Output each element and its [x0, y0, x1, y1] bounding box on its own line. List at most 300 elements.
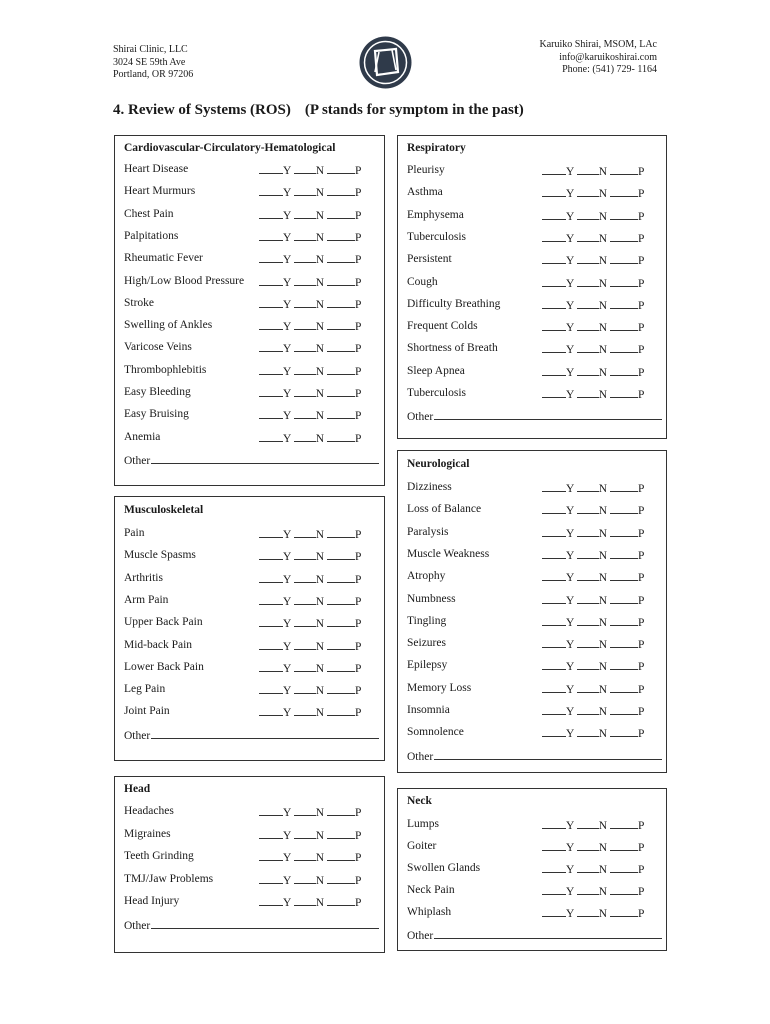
no-blank[interactable] — [294, 386, 316, 397]
no-blank[interactable] — [577, 253, 599, 264]
yes-label: Y — [283, 551, 291, 564]
yes-label: Y — [566, 908, 574, 920]
past-blank[interactable] — [327, 408, 355, 419]
past-blank[interactable] — [327, 639, 355, 650]
symptom-label: Leg Pain — [124, 683, 166, 696]
ynp-answer-group — [542, 682, 644, 696]
no-blank[interactable] — [577, 548, 599, 559]
past-label: P — [637, 639, 645, 652]
ynp-answer-group — [542, 840, 644, 854]
symptom-row — [407, 615, 658, 631]
other-label: Other — [407, 750, 434, 763]
symptom-row — [407, 481, 658, 497]
yes-blank[interactable] — [259, 163, 283, 174]
symptom-label: Asthma — [407, 186, 443, 199]
no-blank[interactable] — [294, 252, 316, 263]
other-field — [407, 928, 662, 942]
other-blank[interactable] — [434, 749, 662, 760]
yes-blank[interactable] — [542, 365, 566, 376]
symptom-label: Swelling of Ankles — [124, 319, 213, 332]
yes-blank[interactable] — [259, 661, 283, 672]
symptom-label: Lower Back Pain — [124, 660, 204, 673]
no-blank[interactable] — [294, 661, 316, 672]
yes-blank[interactable] — [259, 527, 283, 538]
yes-blank[interactable] — [542, 637, 566, 648]
past-blank[interactable] — [610, 840, 638, 851]
past-blank[interactable] — [610, 164, 638, 175]
yes-blank[interactable] — [542, 253, 566, 264]
ynp-answer-group — [259, 661, 361, 675]
no-blank[interactable] — [294, 208, 316, 219]
no-label: N — [598, 344, 608, 357]
yes-blank[interactable] — [259, 873, 283, 884]
yes-label: Y — [566, 572, 574, 585]
past-blank[interactable] — [610, 365, 638, 376]
yes-label: Y — [566, 661, 574, 674]
no-blank[interactable] — [577, 726, 599, 737]
past-blank[interactable] — [610, 818, 638, 829]
no-blank[interactable] — [577, 209, 599, 220]
symptom-row — [124, 297, 376, 313]
no-blank[interactable] — [577, 862, 599, 873]
past-blank[interactable] — [610, 570, 638, 581]
symptom-label: Goiter — [407, 840, 437, 852]
yes-blank[interactable] — [542, 862, 566, 873]
no-blank[interactable] — [577, 906, 599, 917]
no-label: N — [598, 594, 608, 607]
yes-blank[interactable] — [259, 572, 283, 583]
no-label: N — [598, 616, 608, 629]
no-blank[interactable] — [294, 705, 316, 716]
yes-blank[interactable] — [259, 386, 283, 397]
past-blank[interactable] — [327, 549, 355, 560]
past-blank[interactable] — [327, 527, 355, 538]
symptom-label: Tuberculosis — [407, 387, 466, 399]
past-blank[interactable] — [327, 572, 355, 583]
yes-label: Y — [283, 254, 291, 267]
past-label: P — [354, 231, 362, 244]
past-label: P — [637, 908, 645, 920]
no-blank[interactable] — [577, 526, 599, 537]
no-blank[interactable] — [294, 297, 316, 308]
past-label: P — [637, 616, 645, 629]
no-blank[interactable] — [294, 527, 316, 538]
symptom-row — [407, 840, 658, 856]
yes-blank[interactable] — [542, 593, 566, 604]
yes-blank[interactable] — [259, 364, 283, 375]
other-blank[interactable] — [434, 928, 662, 939]
yes-blank[interactable] — [542, 818, 566, 829]
symptom-row — [407, 186, 658, 202]
other-label: Other — [407, 930, 434, 942]
yes-blank[interactable] — [542, 503, 566, 514]
past-blank[interactable] — [327, 850, 355, 861]
past-blank[interactable] — [610, 342, 638, 353]
no-blank[interactable] — [294, 431, 316, 442]
past-blank[interactable] — [610, 253, 638, 264]
no-label: N — [315, 388, 325, 400]
symptom-row — [124, 639, 376, 655]
past-blank[interactable] — [610, 526, 638, 537]
ynp-answer-group — [259, 297, 361, 311]
no-blank[interactable] — [294, 895, 316, 906]
past-label: P — [354, 388, 362, 400]
ynp-answer-group — [259, 572, 361, 586]
practitioner-name: Karuiko Shirai, MSOM, LAc — [539, 39, 657, 50]
past-blank[interactable] — [327, 297, 355, 308]
symptom-row — [407, 818, 658, 834]
yes-blank[interactable] — [259, 408, 283, 419]
yes-label: Y — [283, 165, 291, 177]
symptom-row — [407, 298, 658, 314]
past-blank[interactable] — [327, 431, 355, 442]
past-blank[interactable] — [610, 704, 638, 715]
past-blank[interactable] — [610, 593, 638, 604]
past-blank[interactable] — [610, 659, 638, 670]
yes-blank[interactable] — [542, 231, 566, 242]
past-blank[interactable] — [327, 163, 355, 174]
yes-blank[interactable] — [259, 431, 283, 442]
past-label: P — [354, 573, 362, 586]
past-blank[interactable] — [327, 705, 355, 716]
past-label: P — [637, 594, 645, 607]
yes-blank[interactable] — [259, 275, 283, 286]
no-blank[interactable] — [577, 593, 599, 604]
yes-blank[interactable] — [542, 298, 566, 309]
yes-blank[interactable] — [259, 208, 283, 219]
symptom-label: Anemia — [124, 430, 161, 443]
past-blank[interactable] — [610, 298, 638, 309]
ynp-answer-group — [542, 276, 644, 290]
past-blank[interactable] — [610, 481, 638, 492]
yes-blank[interactable] — [542, 342, 566, 353]
yes-label: Y — [566, 188, 574, 201]
section-title: Neck — [407, 795, 432, 807]
yes-blank[interactable] — [259, 341, 283, 352]
yes-label: Y — [283, 640, 291, 653]
no-blank[interactable] — [294, 275, 316, 286]
no-blank[interactable] — [577, 637, 599, 648]
yes-blank[interactable] — [259, 594, 283, 605]
yes-label: Y — [283, 807, 291, 819]
yes-blank[interactable] — [542, 570, 566, 581]
no-label: N — [315, 529, 325, 541]
past-blank[interactable] — [610, 906, 638, 917]
past-blank[interactable] — [327, 805, 355, 816]
symptom-label: Numbness — [407, 592, 456, 605]
symptom-row — [407, 320, 658, 336]
symptom-row — [407, 862, 658, 878]
past-blank[interactable] — [610, 387, 638, 398]
symptom-label: Muscle Weakness — [407, 547, 490, 560]
past-blank[interactable] — [327, 873, 355, 884]
yes-blank[interactable] — [542, 704, 566, 715]
no-blank[interactable] — [294, 828, 316, 839]
past-label: P — [354, 640, 362, 653]
past-label: P — [637, 389, 645, 401]
past-blank[interactable] — [327, 386, 355, 397]
past-blank[interactable] — [610, 548, 638, 559]
symptom-label: Arm Pain — [124, 593, 169, 606]
symptom-row — [407, 548, 658, 564]
yes-blank[interactable] — [259, 319, 283, 330]
other-label: Other — [124, 919, 151, 932]
yes-blank[interactable] — [542, 840, 566, 851]
no-label: N — [315, 874, 325, 887]
yes-label: Y — [283, 618, 291, 631]
past-blank[interactable] — [610, 637, 638, 648]
yes-blank[interactable] — [259, 828, 283, 839]
no-blank[interactable] — [294, 163, 316, 174]
yes-blank[interactable] — [542, 276, 566, 287]
practitioner-info — [540, 39, 658, 77]
other-blank[interactable] — [434, 409, 662, 420]
other-label: Other — [124, 729, 151, 742]
past-blank[interactable] — [327, 683, 355, 694]
yes-blank[interactable] — [259, 705, 283, 716]
past-blank[interactable] — [327, 252, 355, 263]
symptom-label: Easy Bleeding — [124, 386, 191, 398]
yes-blank[interactable] — [259, 185, 283, 196]
no-blank[interactable] — [577, 570, 599, 581]
no-blank[interactable] — [577, 481, 599, 492]
other-label: Other — [124, 454, 151, 467]
no-label: N — [315, 365, 325, 378]
no-label: N — [315, 640, 325, 653]
other-field — [124, 918, 379, 932]
yes-blank[interactable] — [542, 209, 566, 220]
ynp-answer-group — [259, 639, 361, 653]
symptom-row — [407, 593, 658, 609]
past-blank[interactable] — [327, 364, 355, 375]
yes-blank[interactable] — [259, 297, 283, 308]
other-blank[interactable] — [151, 453, 379, 464]
symptom-label: Stroke — [124, 296, 155, 309]
no-blank[interactable] — [577, 615, 599, 626]
section-title: Head — [124, 783, 151, 795]
no-blank[interactable] — [577, 840, 599, 851]
symptom-label: Emphysema — [407, 208, 464, 221]
symptom-row — [124, 230, 376, 246]
symptom-label: Heart Disease — [124, 163, 189, 175]
symptom-row — [124, 895, 376, 911]
past-blank[interactable] — [610, 682, 638, 693]
ynp-answer-group — [542, 186, 644, 200]
yes-blank[interactable] — [259, 252, 283, 263]
past-blank[interactable] — [610, 862, 638, 873]
other-field — [407, 749, 662, 763]
clinic-street: 3024 SE 59th Ave — [113, 56, 186, 68]
no-label: N — [315, 209, 325, 222]
no-label: N — [598, 842, 608, 854]
yes-blank[interactable] — [259, 230, 283, 241]
symptom-label: Somnolence — [407, 726, 464, 739]
past-blank[interactable] — [327, 661, 355, 672]
yes-blank[interactable] — [542, 186, 566, 197]
symptom-label: Insomnia — [407, 704, 450, 716]
yes-label: Y — [566, 505, 574, 518]
clinic-address — [113, 44, 193, 82]
yes-blank[interactable] — [542, 526, 566, 537]
symptom-row — [124, 386, 376, 402]
no-label: N — [598, 886, 608, 898]
section-title: Musculoskeletal — [124, 504, 204, 516]
past-label: P — [637, 210, 645, 223]
ynp-answer-group — [259, 163, 361, 177]
past-blank[interactable] — [327, 895, 355, 906]
no-label: N — [315, 707, 325, 720]
past-blank[interactable] — [610, 726, 638, 737]
yes-blank[interactable] — [259, 850, 283, 861]
ynp-answer-group — [259, 873, 361, 887]
ynp-answer-group — [542, 659, 644, 673]
no-label: N — [598, 277, 608, 290]
yes-blank[interactable] — [542, 906, 566, 917]
no-blank[interactable] — [294, 364, 316, 375]
no-blank[interactable] — [294, 185, 316, 196]
past-blank[interactable] — [327, 185, 355, 196]
symptom-row — [124, 431, 376, 447]
no-blank[interactable] — [294, 805, 316, 816]
practitioner-email: info@karuikoshirai.com — [559, 51, 657, 63]
no-blank[interactable] — [294, 873, 316, 884]
no-blank[interactable] — [577, 704, 599, 715]
other-blank[interactable] — [151, 728, 379, 739]
no-blank[interactable] — [577, 231, 599, 242]
past-label: P — [354, 165, 362, 177]
no-blank[interactable] — [294, 408, 316, 419]
symptom-row — [124, 572, 376, 588]
no-blank[interactable] — [577, 818, 599, 829]
no-blank[interactable] — [577, 365, 599, 376]
past-blank[interactable] — [610, 231, 638, 242]
yes-label: Y — [566, 255, 574, 268]
symptom-row — [407, 387, 658, 403]
yes-blank[interactable] — [259, 639, 283, 650]
no-blank[interactable] — [577, 276, 599, 287]
yes-label: Y — [283, 829, 291, 842]
past-label: P — [637, 255, 645, 268]
yes-label: Y — [566, 389, 574, 401]
yes-blank[interactable] — [259, 616, 283, 627]
no-blank[interactable] — [577, 884, 599, 895]
past-blank[interactable] — [327, 616, 355, 627]
yes-blank[interactable] — [542, 164, 566, 175]
other-blank[interactable] — [151, 918, 379, 929]
no-label: N — [315, 231, 325, 244]
no-blank[interactable] — [577, 320, 599, 331]
symptom-label: Whiplash — [407, 906, 452, 918]
yes-blank[interactable] — [542, 884, 566, 895]
no-label: N — [598, 820, 608, 832]
no-blank[interactable] — [577, 682, 599, 693]
no-blank[interactable] — [577, 164, 599, 175]
yes-blank[interactable] — [542, 682, 566, 693]
no-label: N — [598, 549, 608, 562]
past-blank[interactable] — [610, 320, 638, 331]
no-blank[interactable] — [294, 594, 316, 605]
no-blank[interactable] — [294, 341, 316, 352]
no-label: N — [315, 573, 325, 586]
symptom-row — [407, 637, 658, 653]
yes-label: Y — [283, 529, 291, 541]
past-blank[interactable] — [610, 615, 638, 626]
title-note: (P stands for symptom in the past) — [304, 102, 524, 118]
section-neuro — [397, 450, 667, 773]
past-label: P — [637, 166, 645, 178]
other-label: Other — [407, 411, 434, 424]
no-blank[interactable] — [294, 850, 316, 861]
past-blank[interactable] — [610, 186, 638, 197]
yes-blank[interactable] — [542, 659, 566, 670]
no-blank[interactable] — [577, 186, 599, 197]
title-text: 4. Review of Systems (ROS) — [113, 102, 291, 118]
past-blank[interactable] — [610, 503, 638, 514]
no-blank[interactable] — [294, 616, 316, 627]
no-blank[interactable] — [294, 683, 316, 694]
past-label: P — [354, 432, 362, 445]
no-blank[interactable] — [577, 387, 599, 398]
yes-blank[interactable] — [542, 320, 566, 331]
symptom-label: Shortness of Breath — [407, 342, 498, 355]
past-blank[interactable] — [327, 230, 355, 241]
no-blank[interactable] — [294, 549, 316, 560]
yes-blank[interactable] — [542, 615, 566, 626]
no-label: N — [315, 897, 325, 909]
symptom-row — [124, 408, 376, 424]
past-blank[interactable] — [610, 209, 638, 220]
no-label: N — [315, 662, 325, 675]
symptom-label: High/Low Blood Pressure — [124, 274, 245, 287]
past-blank[interactable] — [327, 828, 355, 839]
yes-blank[interactable] — [542, 548, 566, 559]
no-label: N — [598, 232, 608, 245]
no-label: N — [315, 254, 325, 267]
yes-blank[interactable] — [542, 481, 566, 492]
past-blank[interactable] — [327, 594, 355, 605]
ynp-answer-group — [542, 593, 644, 607]
yes-blank[interactable] — [259, 895, 283, 906]
no-blank[interactable] — [577, 342, 599, 353]
yes-label: Y — [566, 344, 574, 357]
no-blank[interactable] — [577, 503, 599, 514]
past-label: P — [637, 820, 645, 832]
past-blank[interactable] — [327, 275, 355, 286]
past-blank[interactable] — [327, 319, 355, 330]
no-blank[interactable] — [577, 298, 599, 309]
no-blank[interactable] — [294, 319, 316, 330]
no-blank[interactable] — [294, 639, 316, 650]
yes-blank[interactable] — [542, 726, 566, 737]
past-blank[interactable] — [610, 884, 638, 895]
yes-label: Y — [283, 897, 291, 909]
symptom-row — [124, 252, 376, 268]
ynp-answer-group — [542, 231, 644, 245]
past-blank[interactable] — [327, 341, 355, 352]
past-blank[interactable] — [327, 208, 355, 219]
yes-blank[interactable] — [259, 549, 283, 560]
no-blank[interactable] — [294, 572, 316, 583]
past-blank[interactable] — [610, 276, 638, 287]
ynp-answer-group — [259, 275, 361, 289]
past-label: P — [637, 864, 645, 876]
no-blank[interactable] — [577, 659, 599, 670]
past-label: P — [637, 188, 645, 201]
yes-blank[interactable] — [542, 387, 566, 398]
no-blank[interactable] — [294, 230, 316, 241]
yes-blank[interactable] — [259, 805, 283, 816]
yes-blank[interactable] — [259, 683, 283, 694]
